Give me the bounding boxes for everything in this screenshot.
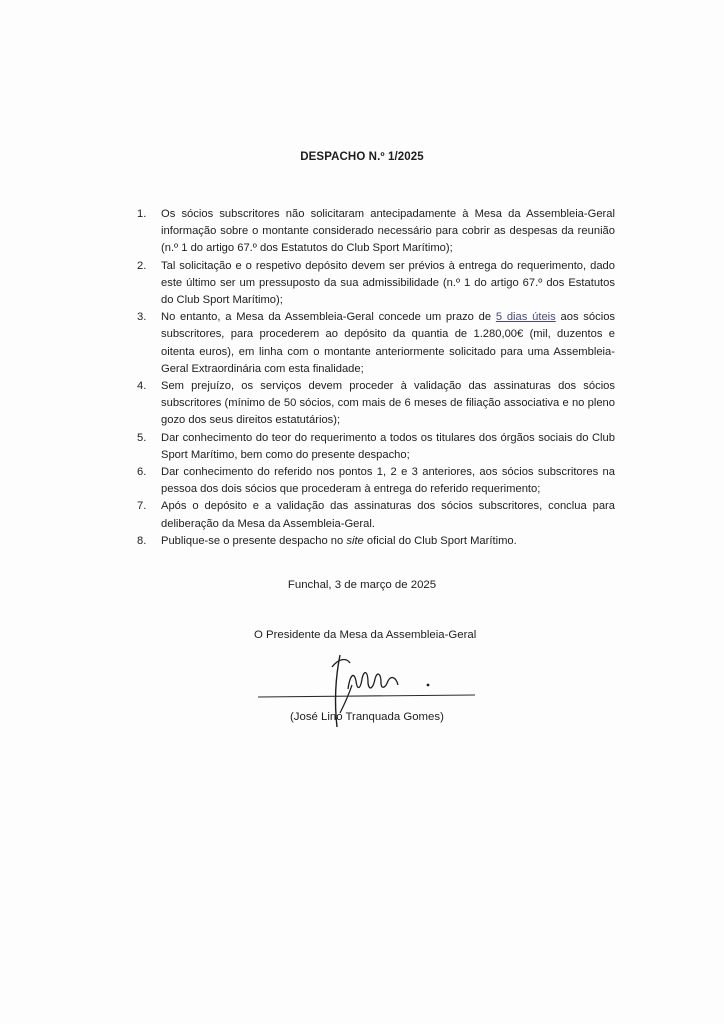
item-text-part: aos sócios subscritores, para procederem ao depósito da quantia de 1.280,00€ (mil, duzentos e oitenta euros), em linha com o montante anteriormente solicitado para uma Assembleia-Geral Extraordinária com esta finalidade; bbox=[161, 311, 616, 375]
list-item bbox=[137, 206, 615, 258]
item-text-part: oficial do Club Sport Marítimo. bbox=[363, 534, 517, 547]
list-item bbox=[137, 378, 615, 430]
document-title: DESPACHO N.º 1/2025 bbox=[300, 151, 424, 163]
signatory-name: (José Lino Tranquada Gomes) bbox=[290, 711, 444, 723]
item-text: Os sócios subscritores não solicitaram antecipadamente à Mesa da Assembleia-Geral informação sobre o montante considerado necessário para cobrir as despesas da reunião (n.º 1 do artigo 67.º dos Estatutos do Club Sport Marítimo); bbox=[161, 208, 615, 255]
list-item bbox=[137, 430, 615, 464]
item-text bbox=[161, 533, 615, 550]
item-text-italic: site bbox=[346, 534, 364, 547]
signatory-role: O Presidente da Mesa da Assembleia-Geral bbox=[254, 629, 477, 641]
item-text: Após o depósito e a validação das assinaturas dos sócios subscritores, conclua para deliberação da Mesa da Assembleia-Geral. bbox=[161, 500, 615, 530]
list-item bbox=[137, 464, 615, 498]
signature-stroke bbox=[332, 660, 350, 667]
item-text: Dar conhecimento do referido nos pontos 1, 2 e 3 anteriores, aos sócios subscritores na pessoa dos dois sócios que procederam à entrega do referido requerimento; bbox=[161, 466, 615, 496]
signature-stroke bbox=[340, 685, 352, 713]
list-item bbox=[137, 498, 615, 532]
signature-line bbox=[258, 695, 475, 697]
list-item bbox=[137, 309, 615, 378]
item-text bbox=[161, 309, 615, 378]
dispatch-items-list bbox=[137, 206, 615, 550]
item-number: 1. bbox=[137, 208, 147, 220]
item-text-part: No entanto, a Mesa da Assembleia-Geral concede um prazo de bbox=[161, 311, 496, 324]
deadline-highlight: 5 dias úteis bbox=[495, 311, 556, 324]
item-number: 3. bbox=[137, 311, 147, 324]
item-text: Tal solicitação e o respetivo depósito devem ser prévios à entrega do requerimento, dado este último ser um pressuposto da sua admissibilidade (n.º 1 do artigo 67.º dos Estatutos do Club Sport Marítimo); bbox=[161, 259, 615, 307]
item-number: 2. bbox=[137, 259, 147, 272]
list-item bbox=[137, 258, 615, 310]
item-number: 7. bbox=[137, 500, 147, 513]
item-number: 4. bbox=[137, 380, 147, 393]
signature-dot bbox=[427, 684, 430, 687]
item-number: 5. bbox=[137, 431, 147, 444]
item-text: Dar conhecimento do teor do requerimento a todos os titulares dos órgãos sociais do Club Sport Marítimo, bem como do presente despacho; bbox=[161, 431, 615, 461]
date-line: Funchal, 3 de março de 2025 bbox=[287, 579, 437, 591]
list-item bbox=[137, 533, 615, 550]
item-text: Sem prejuízo, os serviços devem proceder à validação das assinaturas dos sócios subscritores (mínimo de 50 sócios, com mais de 6 meses de filiação associativa e no pleno gozo dos seus direitos estatutários); bbox=[161, 380, 615, 427]
signature-stroke bbox=[348, 673, 398, 689]
item-number: 6. bbox=[137, 466, 147, 479]
item-number: 8. bbox=[137, 534, 147, 547]
item-text-part: Publique-se o presente despacho no bbox=[161, 534, 347, 547]
